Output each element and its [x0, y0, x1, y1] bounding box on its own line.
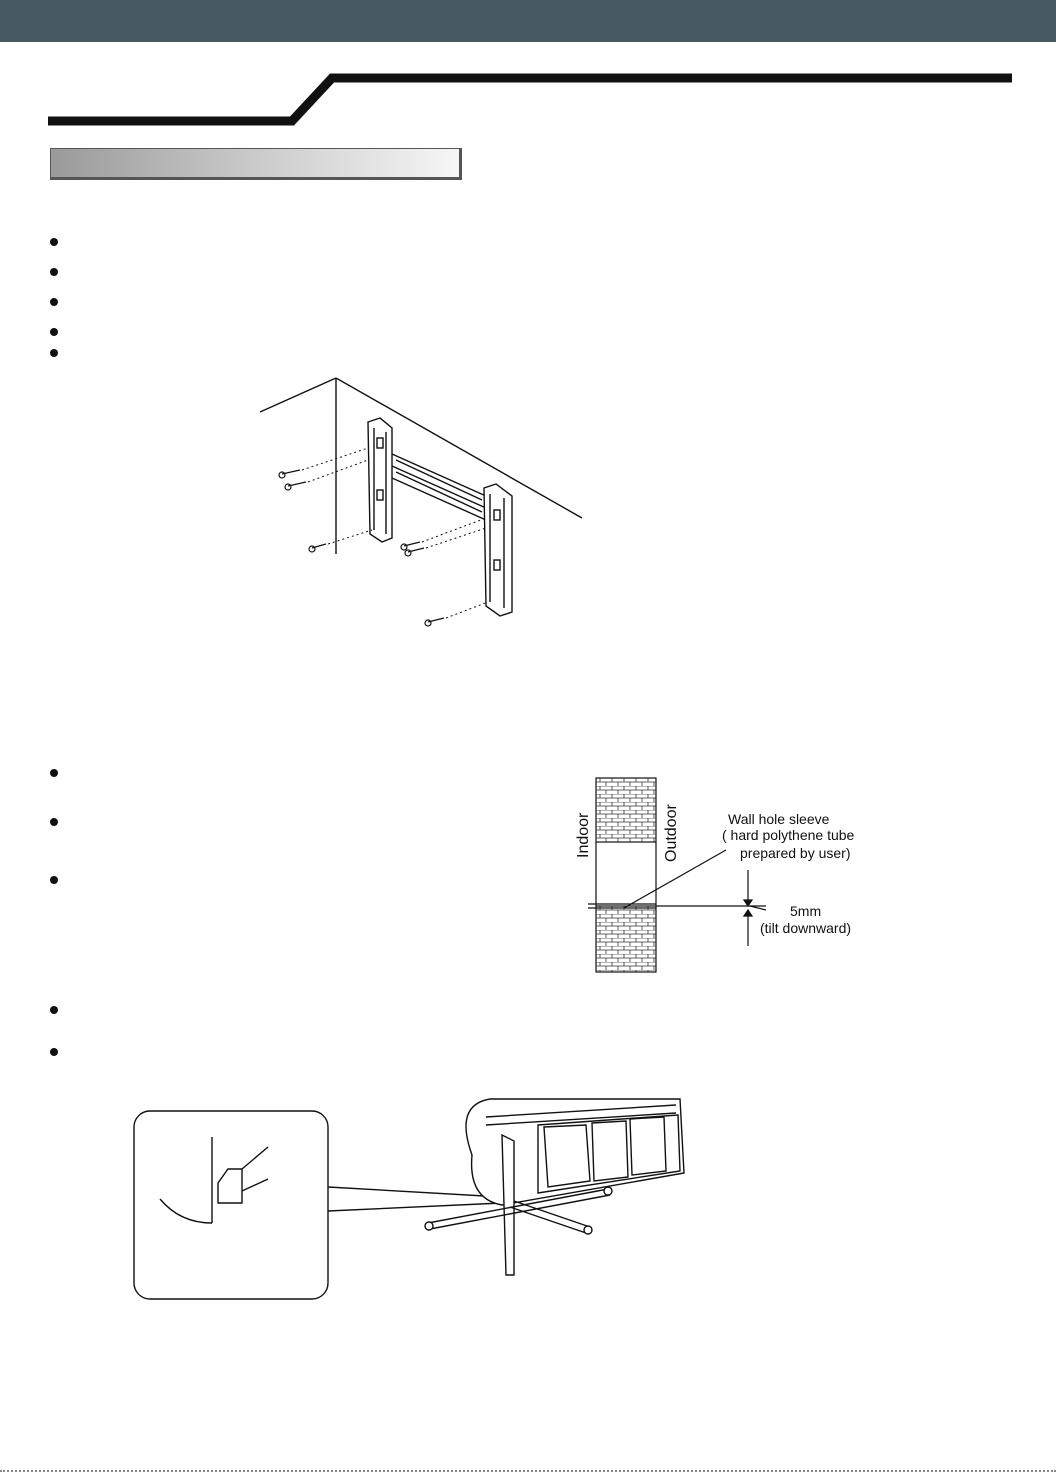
bullet-5 [50, 349, 58, 357]
bullet-8 [50, 876, 58, 884]
bullet-6 [50, 769, 58, 777]
tilt-value: 5mm [790, 903, 822, 919]
wall-hole-diagram [570, 770, 880, 980]
footer-dotted-rule [0, 1470, 1056, 1472]
outdoor-label: Outdoor [663, 804, 680, 862]
header-bar [0, 0, 1056, 42]
header-rule [0, 70, 1056, 130]
mounting-plate-illustration [250, 370, 600, 640]
sleeve-label-line3: prepared by user) [740, 845, 851, 861]
sleeve-label-line1: Wall hole sleeve [728, 811, 830, 827]
bullet-9 [50, 1006, 58, 1014]
bullet-4 [50, 328, 58, 336]
tilt-note: (tilt downward) [760, 920, 852, 936]
section-heading-box [50, 148, 462, 180]
bullet-7 [50, 818, 58, 826]
indoor-label: Indoor [575, 812, 592, 858]
bullet-2 [50, 268, 58, 276]
bullet-1 [50, 238, 58, 246]
bullet-3 [50, 298, 58, 306]
bullet-10 [50, 1048, 58, 1056]
sleeve-label-line2: ( hard polythene tube [722, 827, 855, 843]
indoor-unit-illustration [130, 1095, 690, 1305]
